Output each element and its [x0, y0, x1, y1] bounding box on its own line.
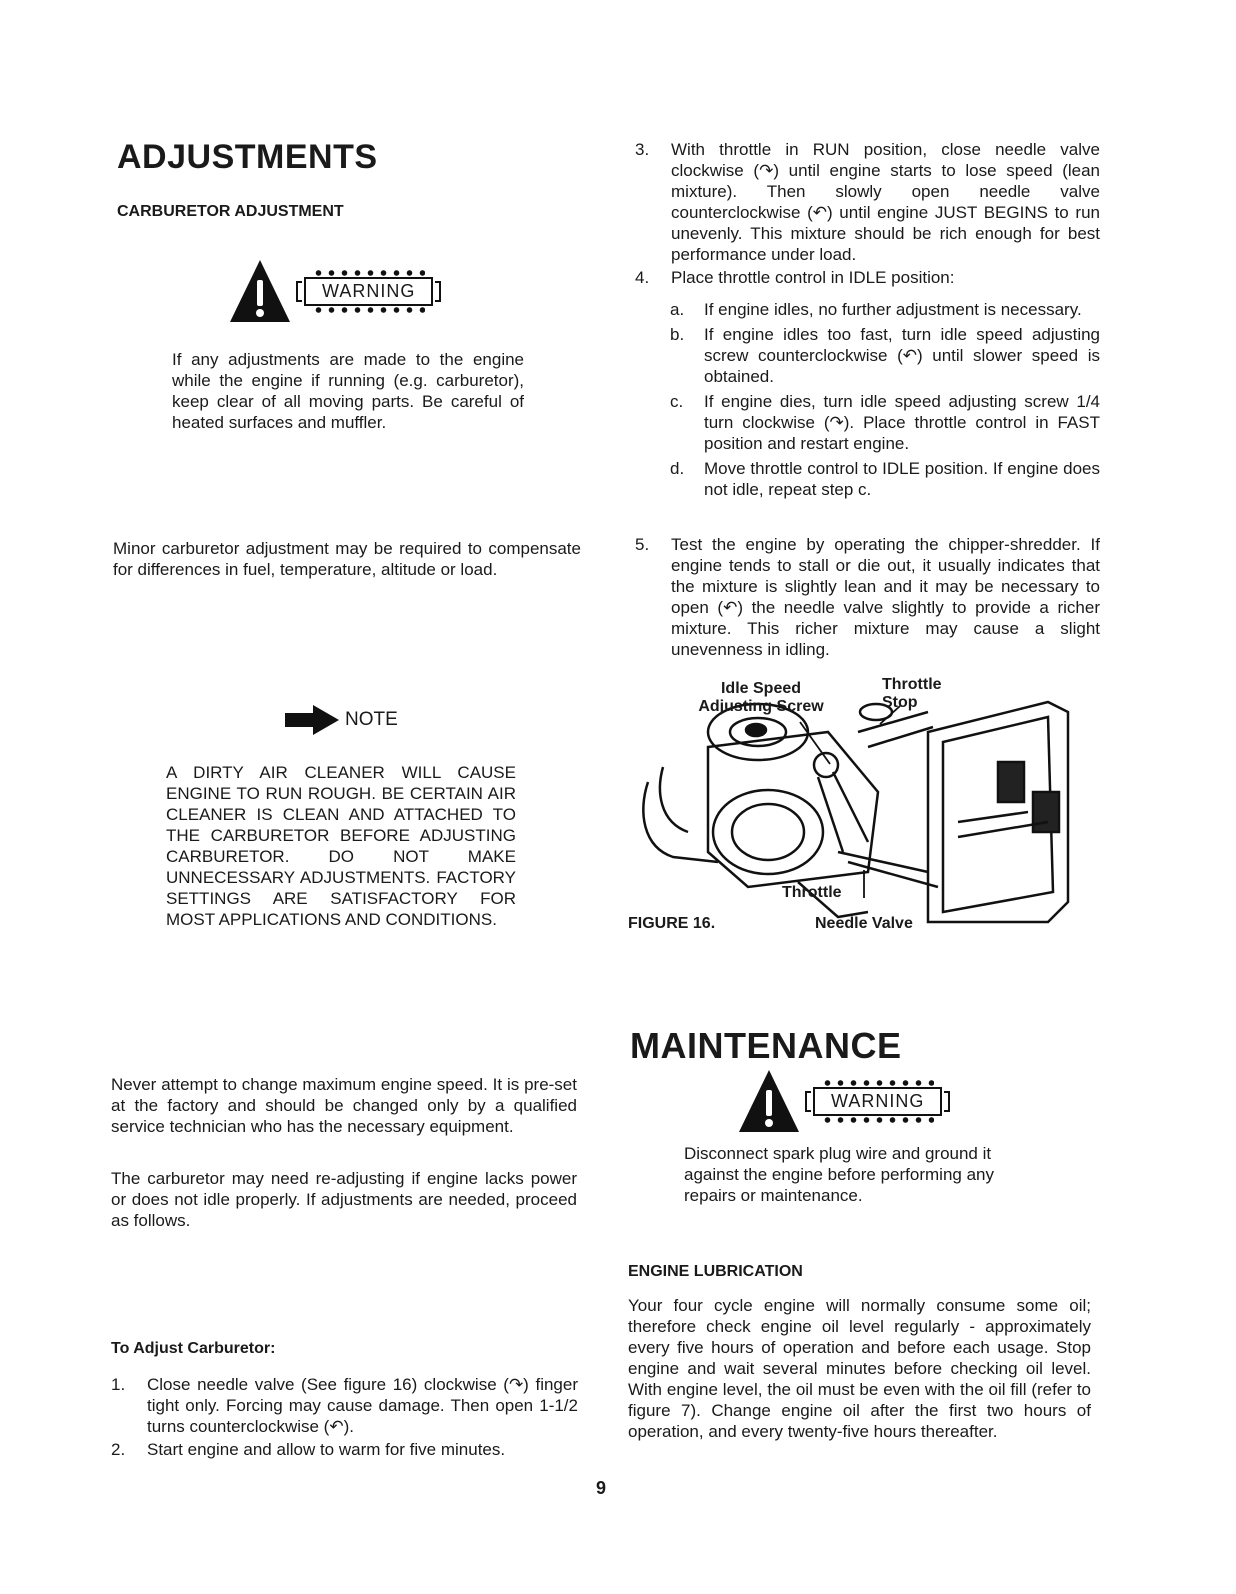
warning-label-right: WARNING — [813, 1087, 942, 1116]
left-steps-list — [111, 1374, 578, 1460]
figure-caption: FIGURE 16. — [628, 915, 716, 932]
adjust-carburetor-title: To Adjust Carburetor: — [111, 1340, 276, 1357]
list-item: b. If engine idles too fast, turn idle speed adjusting screw counterclockwise (↶) until slower speed is obtained. — [670, 325, 1100, 386]
arrow-right-icon — [285, 705, 339, 735]
note-text: A DIRTY AIR CLEANER WILL CAUSE ENGINE TO RUN ROUGH. BE CERTAIN AIR CLEANER IS CLEAN AND ATTACHED TO THE CARBURETOR BEFORE ADJUSTING CARBURETOR. DO NOT MAKE UNNECESSARY ADJUSTMENTS. FACTORY SETTINGS ARE SATISFACTORY FOR MOST APPLICATIONS AND CONDITIONS. — [166, 763, 516, 929]
list-item: 1. Close needle valve (See figure 16) clockwise (↷) finger tight only. Forcing may cause damage. Then open 1-1/2 turns counterclockwise (↶). — [111, 1375, 578, 1436]
adjustments-heading: ADJUSTMENTS — [117, 138, 378, 176]
warning-block-left — [228, 258, 433, 324]
substeps-list — [670, 299, 1100, 500]
maintenance-heading: MAINTENANCE — [630, 1025, 902, 1066]
warning-triangle-icon — [228, 258, 292, 324]
right-steps-list — [635, 139, 1100, 288]
list-item: 3. With throttle in RUN position, close needle valve clockwise (↷) until engine starts to lose speed (lean mixture). Then slowly open needle valve counterclockwise (↶) until engine JUST BEGINS to run unevenly. This mixture should be rich enough for best performance under load. — [635, 140, 1100, 264]
label-needle-valve: Needle Valve — [815, 915, 913, 932]
list-item: 2. Start engine and allow to warm for five minutes. — [111, 1440, 506, 1459]
warning-text-left: If any adjustments are made to the engine while the engine if running (e.g. carburetor), keep clear of all moving parts. Be careful of heated surfaces and muffler. — [172, 350, 524, 432]
max-speed-paragraph: Never attempt to change maximum engine speed. It is pre-set at the factory and should be changed only by a qualified service technician who has the necessary equipment. — [111, 1075, 577, 1136]
warning-triangle-icon — [737, 1068, 801, 1134]
readjust-paragraph: The carburetor may need re-adjusting if engine lacks power or does not idle properly. If adjustments are needed, proceed as follows. — [111, 1169, 577, 1230]
label-throttle-stop: Throttle Stop — [882, 676, 942, 711]
list-item: 4. Place throttle control in IDLE position: — [635, 268, 955, 287]
list-item: d. Move throttle control to IDLE position. If engine does not idle, repeat step c. — [670, 459, 1100, 499]
step-five-list — [635, 534, 1100, 660]
label-idle-speed-screw: Idle Speed Adjusting Screw — [698, 680, 824, 715]
list-item: c. If engine dies, turn idle speed adjusting screw 1/4 turn clockwise (↷). Place throttle control in FAST position and restart engine. — [670, 392, 1100, 453]
list-item: 5. Test the engine by operating the chipper-shredder. If engine tends to stall or die out, it usually indicates that the mixture is slightly lean and it may be necessary to open (↶) the needle valve slightly to provide a richer mixture. This richer mixture may cause a slight unevenness in idling. — [635, 535, 1100, 659]
engine-lubrication-heading: ENGINE LUBRICATION — [628, 1263, 803, 1280]
page-number: 9 — [596, 1478, 607, 1498]
warning-text-right: Disconnect spark plug wire and ground it against the engine before performing any repairs or maintenance. — [684, 1144, 994, 1205]
note-label: NOTE — [345, 709, 398, 730]
warning-label-left: WARNING — [304, 277, 433, 306]
warning-block-right — [737, 1068, 942, 1134]
note-block — [285, 705, 398, 735]
carburetor-adjustment-heading: CARBURETOR ADJUSTMENT — [117, 203, 344, 220]
label-throttle: Throttle — [782, 884, 842, 901]
intro-paragraph: Minor carburetor adjustment may be required to compensate for differences in fuel, temperature, altitude or load. — [113, 539, 581, 579]
list-item: a. If engine idles, no further adjustment is necessary. — [670, 300, 1082, 319]
lubrication-paragraph: Your four cycle engine will normally consume some oil; therefore check engine oil level regularly - approximately every five hours of operation and before each usage. Stop engine and wait several minutes before checking oil level. With engine level, the oil must be even with the oil fill (refer to figure 7). Change engine oil after the first two hours of operation, and every twenty-five hours thereafter. — [628, 1296, 1091, 1441]
figure-16 — [628, 672, 1098, 944]
